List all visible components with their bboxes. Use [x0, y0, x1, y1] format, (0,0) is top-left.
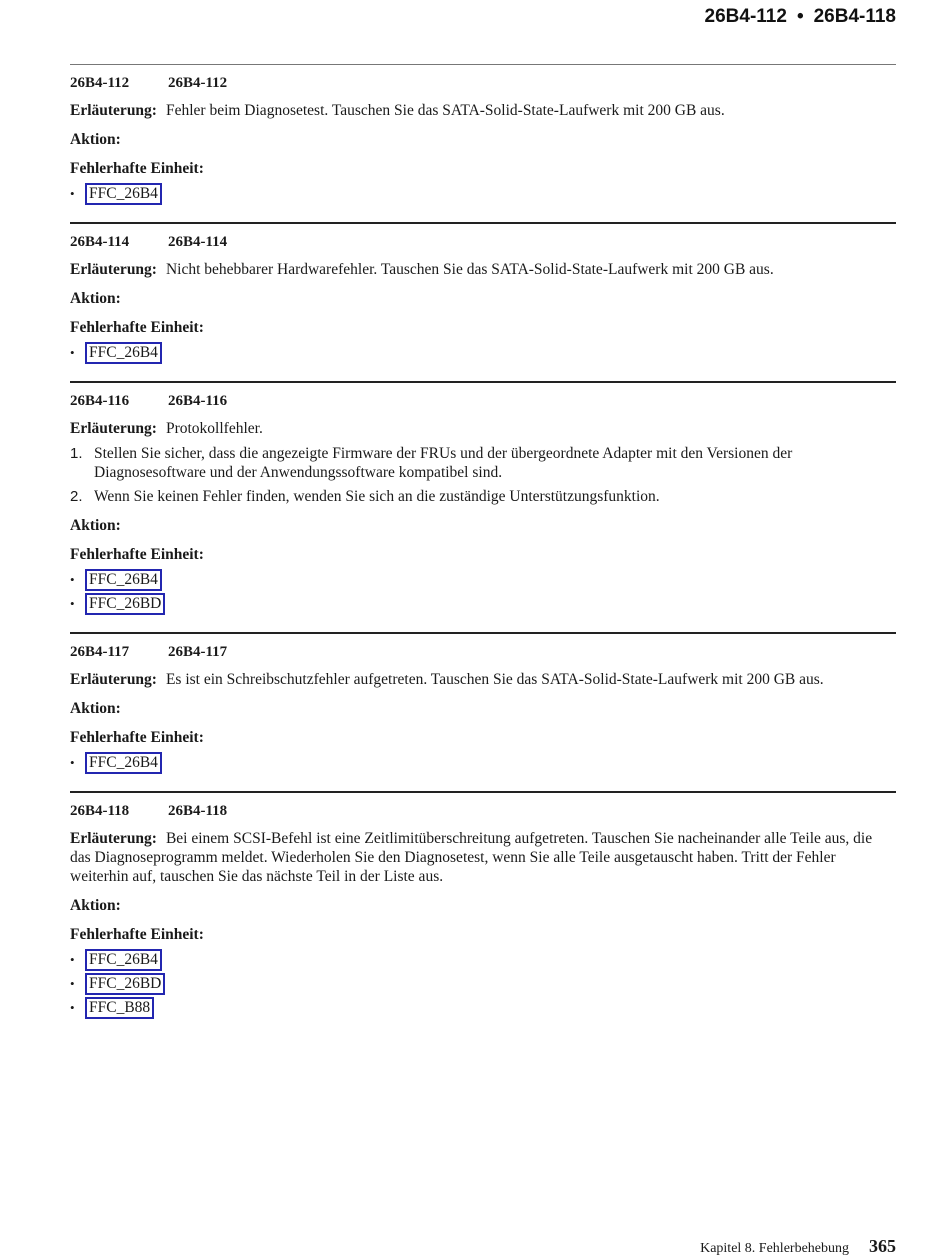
bullet-icon: • [70, 572, 75, 587]
ffc-link[interactable]: FFC_26B4 [85, 183, 162, 205]
ffc-list-item [70, 592, 896, 616]
ffc-list-item [70, 751, 896, 775]
error-entry [70, 791, 896, 1036]
explanation-label: Erläuterung: [70, 671, 157, 688]
step-number: 1. [70, 445, 83, 462]
header-separator: • [796, 6, 804, 27]
ffc-link[interactable]: FFC_26B4 [85, 342, 162, 364]
step-text: Stellen Sie sicher, dass die angezeigte Firmware der FRUs und der übergeordnete Adapter mit den Versionen der Diagnosesoftware und der Anwendungssoftware kompatibel sind. [94, 445, 793, 481]
explanation-text: Nicht behebbarer Hardwarefehler. Tauschen Sie das SATA-Solid-State-Laufwerk mit 200 GB aus. [165, 261, 774, 278]
bullet-icon: • [70, 1000, 75, 1015]
bullet-icon: • [70, 976, 75, 991]
error-code-title: 26B4-114 [168, 233, 228, 250]
faulty-unit-label: Fehlerhafte Einheit: [70, 319, 204, 336]
ffc-link[interactable]: FFC_26B4 [85, 569, 162, 591]
running-header [705, 6, 896, 28]
ffc-list-item [70, 341, 896, 365]
ffc-list-item [70, 182, 896, 206]
bullet-icon: • [70, 186, 75, 201]
ffc-link[interactable]: FFC_26B4 [85, 752, 162, 774]
faulty-unit-label: Fehlerhafte Einheit: [70, 546, 204, 563]
explanation-line [70, 101, 896, 120]
ffc-list [70, 568, 896, 616]
error-code: 26B4-112 [70, 74, 130, 91]
explanation-label: Erläuterung: [70, 420, 157, 437]
step-item [70, 487, 896, 506]
explanation-label: Erläuterung: [70, 261, 157, 278]
error-code-title: 26B4-117 [168, 643, 228, 660]
entry-codes [70, 390, 896, 412]
error-entry [70, 381, 896, 632]
header-code-right: 26B4-118 [813, 6, 896, 27]
action-label: Aktion: [70, 700, 121, 717]
explanation-text: Bei einem SCSI-Befehl ist eine Zeitlimitüberschreitung aufgetreten. Tauschen Sie nacheinander alle Teile aus, die das Diagnoseprogramm meldet. Wiederholen Sie den Diagnosetest, wenn Sie alle Teile ausgetauscht haben. Tritt der Fehler weiterhin auf, tauschen Sie das nächste Teil in der Liste aus. [70, 830, 873, 885]
ffc-list-item [70, 948, 896, 972]
footer-chapter: Kapitel 8. Fehlerbehebung [700, 1241, 849, 1256]
error-entry [70, 64, 896, 222]
explanation-line [70, 260, 896, 279]
faulty-unit-label: Fehlerhafte Einheit: [70, 926, 204, 943]
action-label: Aktion: [70, 517, 121, 534]
error-code: 26B4-117 [70, 643, 130, 660]
entry-codes [70, 231, 896, 253]
explanation-label: Erläuterung: [70, 102, 157, 119]
explanation-line [70, 419, 896, 438]
faulty-unit-label: Fehlerhafte Einheit: [70, 729, 204, 746]
bullet-icon: • [70, 596, 75, 611]
error-code-title: 26B4-116 [168, 392, 228, 409]
action-label: Aktion: [70, 897, 121, 914]
error-entry [70, 222, 896, 381]
action-label: Aktion: [70, 131, 121, 148]
ffc-link[interactable]: FFC_26BD [85, 593, 165, 615]
step-number: 2. [70, 488, 83, 505]
ffc-link[interactable]: FFC_26BD [85, 973, 165, 995]
error-code: 26B4-118 [70, 802, 130, 819]
error-code-title: 26B4-118 [168, 802, 228, 819]
faulty-unit-label: Fehlerhafte Einheit: [70, 160, 204, 177]
explanation-text: Protokollfehler. [165, 420, 263, 437]
step-list [70, 444, 896, 506]
ffc-list-item [70, 996, 896, 1020]
explanation-text: Es ist ein Schreibschutzfehler aufgetreten. Tauschen Sie das SATA-Solid-State-Laufwerk mit 200 GB aus. [165, 671, 824, 688]
explanation-label: Erläuterung: [70, 830, 157, 847]
bullet-icon: • [70, 755, 75, 770]
entry-codes [70, 72, 896, 94]
header-code-left: 26B4-112 [704, 6, 787, 27]
error-code: 26B4-114 [70, 233, 130, 250]
entry-codes [70, 800, 896, 822]
action-label: Aktion: [70, 290, 121, 307]
bullet-icon: • [70, 345, 75, 360]
page-number: 365 [869, 1236, 896, 1256]
ffc-list [70, 341, 896, 365]
page-footer [700, 1236, 896, 1257]
entry-codes [70, 641, 896, 663]
ffc-list-item [70, 568, 896, 592]
ffc-list [70, 182, 896, 206]
ffc-link[interactable]: FFC_26B4 [85, 949, 162, 971]
error-code-title: 26B4-112 [168, 74, 228, 91]
error-code: 26B4-116 [70, 392, 130, 409]
error-entry [70, 632, 896, 791]
error-code-list [70, 64, 896, 1036]
step-text: Wenn Sie keinen Fehler finden, wenden Sie sich an die zuständige Unterstützungsfunktion. [94, 488, 660, 505]
explanation-line [70, 670, 896, 689]
explanation-line [70, 829, 896, 886]
ffc-list [70, 751, 896, 775]
ffc-list [70, 948, 896, 1020]
ffc-list-item [70, 972, 896, 996]
step-item [70, 444, 896, 482]
explanation-text: Fehler beim Diagnosetest. Tauschen Sie das SATA-Solid-State-Laufwerk mit 200 GB aus. [165, 102, 725, 119]
bullet-icon: • [70, 952, 75, 967]
ffc-link[interactable]: FFC_B88 [85, 997, 154, 1019]
